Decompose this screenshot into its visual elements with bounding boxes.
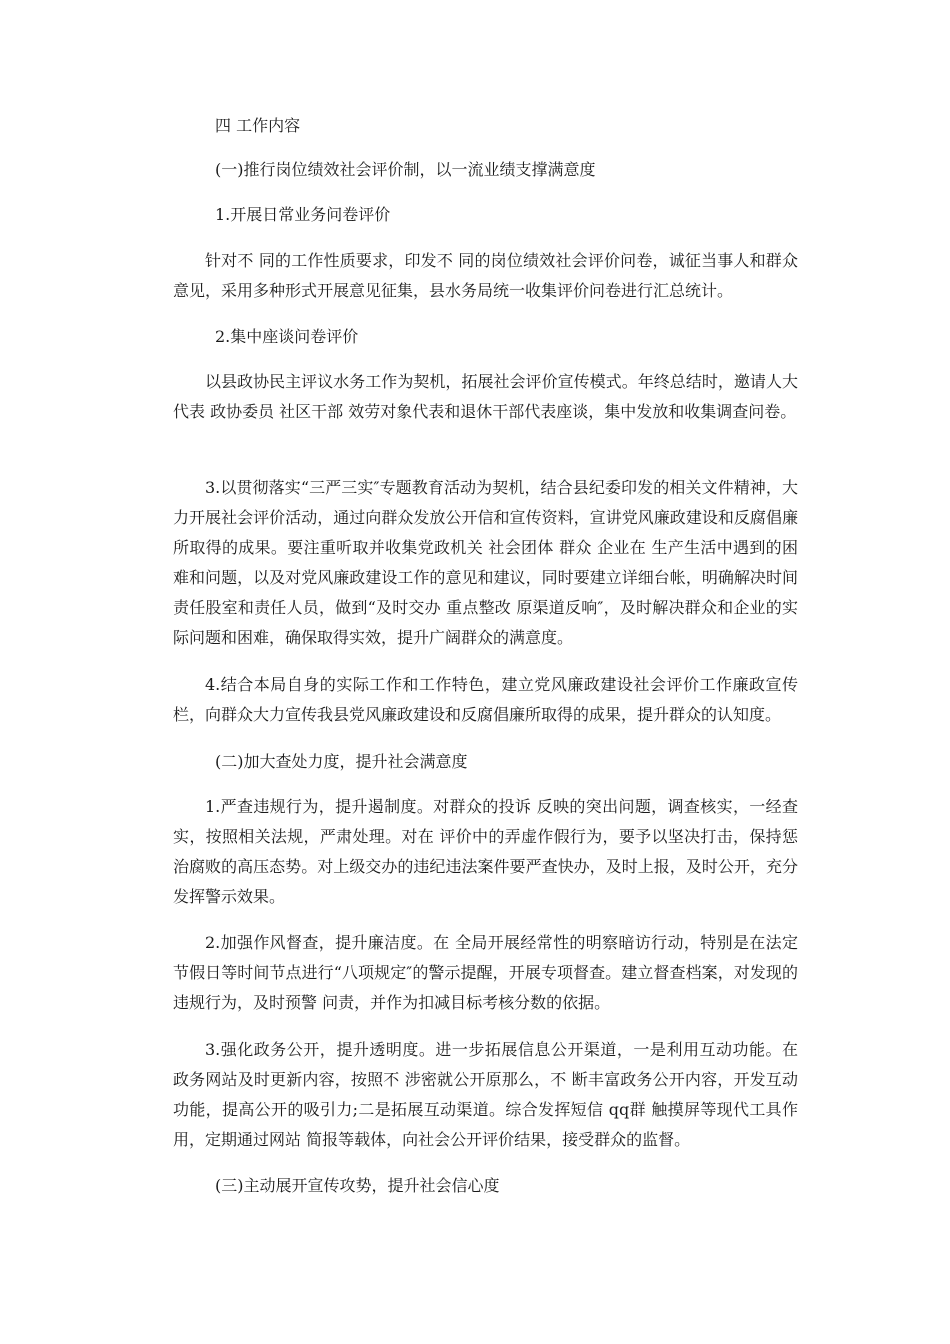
section-2-title: (二)加大查处力度，提升社会满意度	[215, 752, 468, 771]
item-2-1-body: 1.严查违规行为，提升遏制度。对群众的投诉 反映的突出问题，调查核实，一经查实，按照相关法规，严肃处理。对在 评价中的弄虚作假行为，要予以坚决打击，保持惩治腐败的高压态势。对上级交办的违纪违法案件要严查快办，及时上报，及时公开，充分发挥警示效果。	[173, 797, 798, 906]
item-2-3-body: 3.强化政务公开，提升透明度。进一步拓展信息公开渠道，一是利用互动功能。在 政务网站及时更新内容，按照不 涉密就公开原那么，不 断丰富政务公开内容，开发互动功能，提高公开的吸引力;二是拓展互动渠道。综合发挥短信 qq群 触摸屏等现代工具作用，定期通过网站 简报等载体，向社会公开评价结果，接受群众的监督。	[173, 1040, 798, 1149]
item-1-1-body: 针对不 同的工作性质要求，印发不 同的岗位绩效社会评价问卷，诚征当事人和群众意见，采用多种形式开展意见征集，县水务局统一收集评价问卷进行汇总统计。	[173, 251, 798, 300]
item-1-1-title: 1.开展日常业务问卷评价	[215, 205, 391, 224]
item-2-2-body: 2.加强作风督查，提升廉洁度。在 全局开展经常性的明察暗访行动，特别是在法定节假日等时间节点进行“八项规定″的警示提醒，开展专项督查。建立督查档案，对发现的违规行为，及时预警 问责，并作为扣减目标考核分数的依据。	[173, 933, 798, 1012]
item-1-4-body: 4.结合本局自身的实际工作和工作特色，建立党风廉政建设社会评价工作廉政宣传栏，向群众大力宣传我县党风廉政建设和反腐倡廉所取得的成果，提升群众的认知度。	[173, 675, 798, 724]
section-1-title: (一)推行岗位绩效社会评价制，以一流业绩支撑满意度	[215, 160, 596, 179]
section-3-title: (三)主动展开宣传攻势，提升社会信心度	[215, 1176, 500, 1195]
item-1-3-body: 3.以贯彻落实“三严三实″专题教育活动为契机，结合县纪委印发的相关文件精神，大力开展社会评价活动，通过向群众发放公开信和宣传资料，宣讲党风廉政建设和反腐倡廉所取得的成果。要注重听取并收集党政机关 社会团体 群众 企业在 生产生活中遇到的困难和问题，以及对党风廉政建设工作的意见和建议，同时要建立详细台帐，明确解决时间 责任股室和责任人员，做到“及时交办 重点整改 原渠道反响″，及时解决群众和企业的实际问题和困难，确保取得实效，提升广阔群众的满意度。	[173, 478, 798, 647]
item-1-2-body: 以县政协民主评议水务工作为契机，拓展社会评价宣传模式。年终总结时，邀请人大代表 政协委员 社区干部 效劳对象代表和退休干部代表座谈，集中发放和收集调查问卷。	[173, 372, 798, 421]
item-1-2-title: 2.集中座谈问卷评价	[215, 327, 359, 346]
heading-work-content: 四 工作内容	[215, 116, 301, 135]
